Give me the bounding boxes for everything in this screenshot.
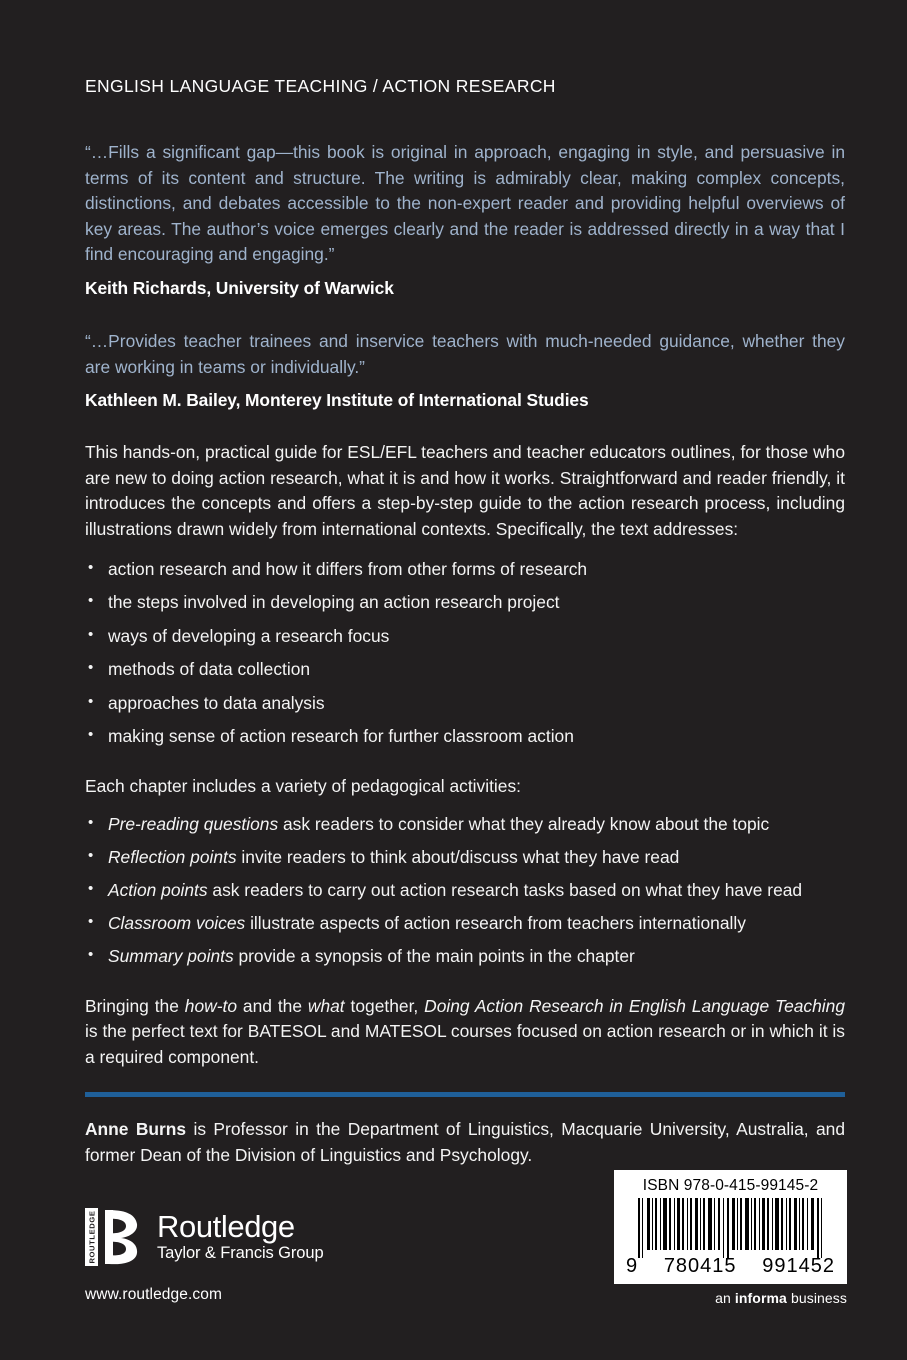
isbn-label: ISBN 978-0-415-99145-2 [642, 1177, 819, 1194]
list-item [85, 812, 845, 836]
accent-divider [85, 1092, 845, 1097]
topics-list [85, 557, 845, 749]
review-attribution-2: Kathleen M. Bailey, Monterey Institute of International Studies [85, 390, 589, 411]
activity-desc: illustrate aspects of action research from teachers internationally [245, 912, 746, 933]
informa-tagline [614, 1290, 847, 1306]
list-item [85, 845, 845, 869]
list-item: • the steps involved in developing an action research project [85, 590, 845, 614]
list-item: • ways of developing a research focus [85, 624, 845, 648]
activity-desc: invite readers to think about/discuss what they have read [236, 846, 680, 867]
routledge-logo [85, 1208, 324, 1266]
list-item: • methods of data collection [85, 657, 845, 681]
closing-text: and the [237, 995, 308, 1016]
activity-desc: provide a synopsis of the main points in the chapter [233, 945, 635, 966]
review-quote-1: “…Fills a significant gap—this book is original in approach, engaging in style, and persuasive in terms of its content and structure. The writing is admirably clear, making complex concepts, distinctions, and debates accessible to the non-expert reader and providing helpful overviews of key areas. The author’s voice emerges clearly and the reader is addressed directly in a way that I find encouraging and engaging.” [85, 142, 845, 265]
activity-desc: ask readers to consider what they already know about the topic [278, 813, 770, 834]
barcode-digit-left: 9 [626, 1255, 639, 1277]
list-item [85, 878, 845, 902]
activities-list [85, 812, 845, 968]
barcode-digit-right: 991452 [762, 1255, 835, 1277]
closing-text: together, [344, 995, 425, 1016]
activities-intro: Each chapter includes a variety of pedagogical activities: [85, 776, 521, 797]
closing-italic-what: what [307, 995, 345, 1016]
cover-footer [85, 1170, 847, 1320]
routledge-wordmark [157, 1208, 324, 1263]
routledge-r-icon [101, 1208, 143, 1266]
closing-text: is the perfect text for BATESOL and MATESOL courses focused on action research or in which it is a required component. [85, 1021, 845, 1067]
informa-brand: informa [734, 1290, 787, 1306]
list-item [85, 944, 845, 968]
activity-term: Pre-reading questions [108, 813, 279, 834]
informa-suffix: business [786, 1290, 847, 1306]
routledge-vertical-bar [85, 1208, 98, 1266]
activity-desc: ask readers to carry out action research tasks based on what they have read [207, 879, 803, 900]
activity-term: Summary points [108, 945, 234, 966]
barcode-bars [624, 1198, 837, 1258]
activity-term: Reflection points [108, 846, 237, 867]
author-bio [85, 1117, 845, 1168]
informa-prefix: an [715, 1290, 735, 1306]
barcode-digit-mid: 780415 [663, 1255, 737, 1277]
isbn-barcode [614, 1170, 847, 1284]
category-heading: ENGLISH LANGUAGE TEACHING / ACTION RESEARCH [85, 76, 556, 96]
publisher-website: www.routledge.com [85, 1286, 222, 1303]
review-quote-2: “…Provides teacher trainees and inservice teachers with much-needed guidance, whether they are working in teams or individually.” [85, 330, 845, 377]
closing-text: Bringing the [85, 995, 185, 1016]
publisher-name: Routledge [157, 1209, 295, 1244]
closing-paragraph [85, 994, 845, 1071]
author-bio-text: is Professor in the Department of Linguistics, Macquarie University, Australia, and former Dean of the Division of Linguistics and Psychology. [85, 1119, 845, 1165]
activity-term: Action points [108, 879, 208, 900]
list-item: • approaches to data analysis [85, 691, 845, 715]
list-item [85, 911, 845, 935]
author-name: Anne Burns [85, 1119, 187, 1140]
barcode-digits [624, 1255, 837, 1277]
cover-content [85, 0, 845, 1169]
review-attribution-1: Keith Richards, University of Warwick [85, 277, 394, 298]
routledge-logo-mark-icon [85, 1208, 147, 1266]
closing-italic-howto: how-to [184, 995, 237, 1016]
list-item: • making sense of action research for further classroom action [85, 724, 845, 748]
activity-term: Classroom voices [108, 912, 246, 933]
publisher-group: Taylor & Francis Group [157, 1244, 324, 1262]
routledge-vertical-label: ROUTLEDGE [87, 1210, 96, 1264]
closing-italic-title: Doing Action Research in English Language Teaching [424, 995, 846, 1016]
book-description: This hands-on, practical guide for ESL/EFL teachers and teacher educators outlines, for those who are new to doing action research, what it is and how it works. Straightforward and reader friendly, it introduces the concepts and offers a step-by-step guide to the action research process, including illustrations drawn widely from international contexts. Specifically, the text addresses: [85, 442, 845, 539]
list-item: • action research and how it differs from other forms of research [85, 557, 845, 581]
